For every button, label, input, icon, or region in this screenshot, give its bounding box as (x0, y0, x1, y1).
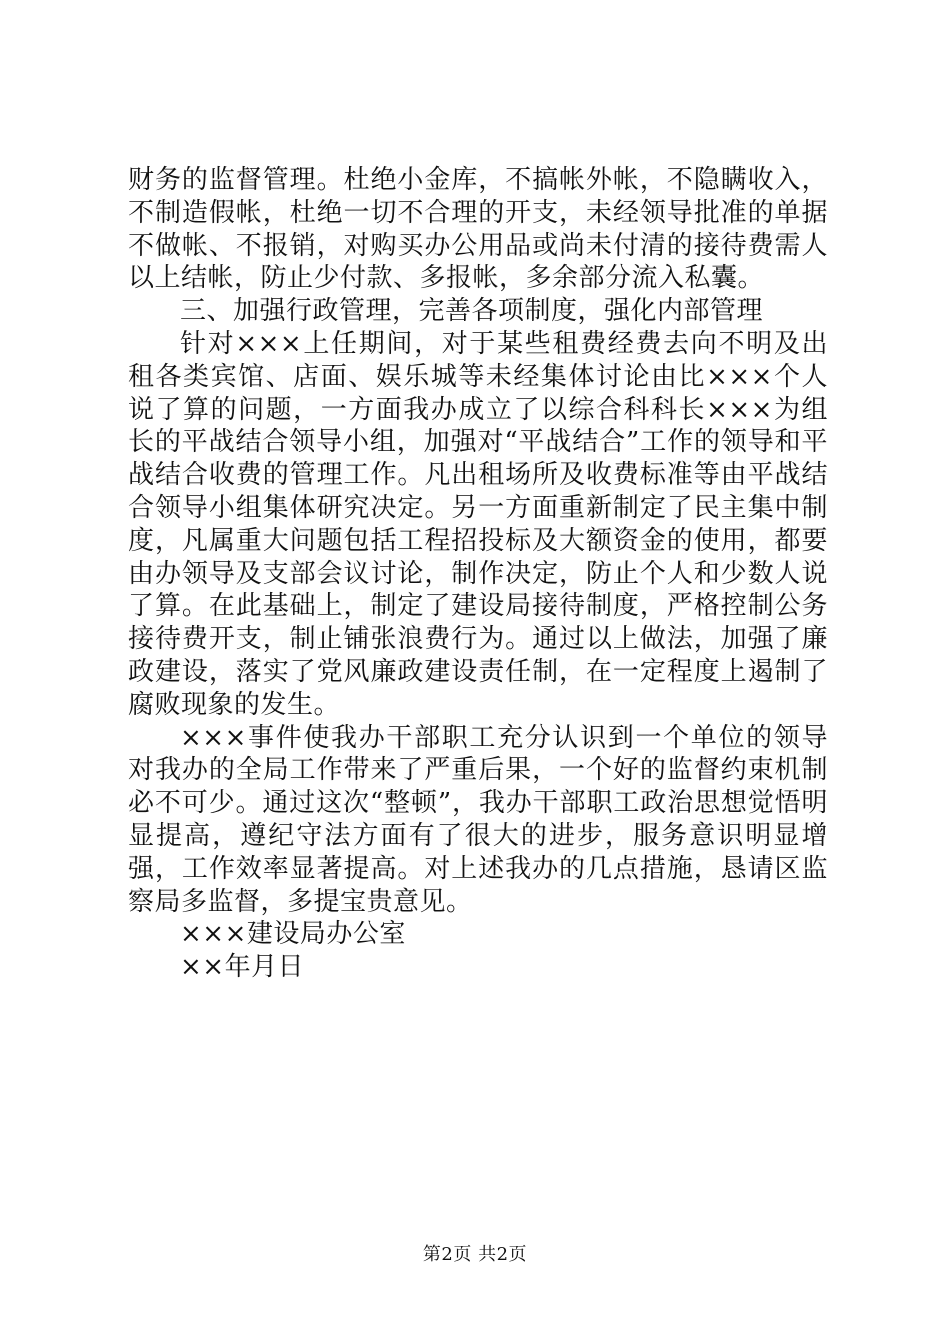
page-number-footer: 第2页 共2页 (422, 1244, 528, 1265)
document-body (128, 164, 828, 984)
paragraph-measures: 针对×××上任期间，对于某些租费经费去向不明及出租各类宾馆、店面、娱乐城等未经集体讨论由比×××个人说了算的问题，一方面我办成立了以综合科科长×××为组长的平战结合领导小组，加强对“平战结合”工作的领导和平战结合收费的管理工作。凡出租场所及收费标准等由平战结合领导小组集体研究决定。另一方面重新制定了民主集中制度，凡属重大问题包括工程招投标及大额资金的使用，都要由办领导及支部会议讨论，制作决定，防止个人和少数人说了算。在此基础上，制定了建设局接待制度，严格控制公务接待费开支，制止铺张浪费行为。通过以上做法，加强了廉政建设，落实了党风廉政建设责任制，在一定程度上遏制了腐败现象的发生。 (128, 328, 828, 720)
signature-date: ××年月日 (180, 952, 305, 983)
section-heading-administration: 三、加强行政管理，完善各项制度，强化内部管理 (180, 296, 764, 327)
paragraph-financial-supervision: 财务的监督管理。杜绝小金库，不搞帐外帐，不隐瞒收入，不制造假帐，杜绝一切不合理的开支，未经领导批准的单据不做帐、不报销，对购买办公用品或尚未付清的接待费需人以上结帐，防止少付款、多报帐，多余部分流入私囊。 (128, 165, 828, 294)
signature-office: ×××建设局办公室 (180, 919, 406, 950)
paragraph-conclusion: ×××事件使我办干部职工充分认识到一个单位的领导对我办的全局工作带来了严重后果，一个好的监督约束机制必不可少。通过这次“整顿”，我办干部职工政治思想觉悟明显提高，遵纪守法方面有了很大的进步，服务意识明显增强，工作效率显著提高。对上述我办的几点措施，恳请区监察局多监督，多提宝贵意见。 (128, 722, 828, 917)
